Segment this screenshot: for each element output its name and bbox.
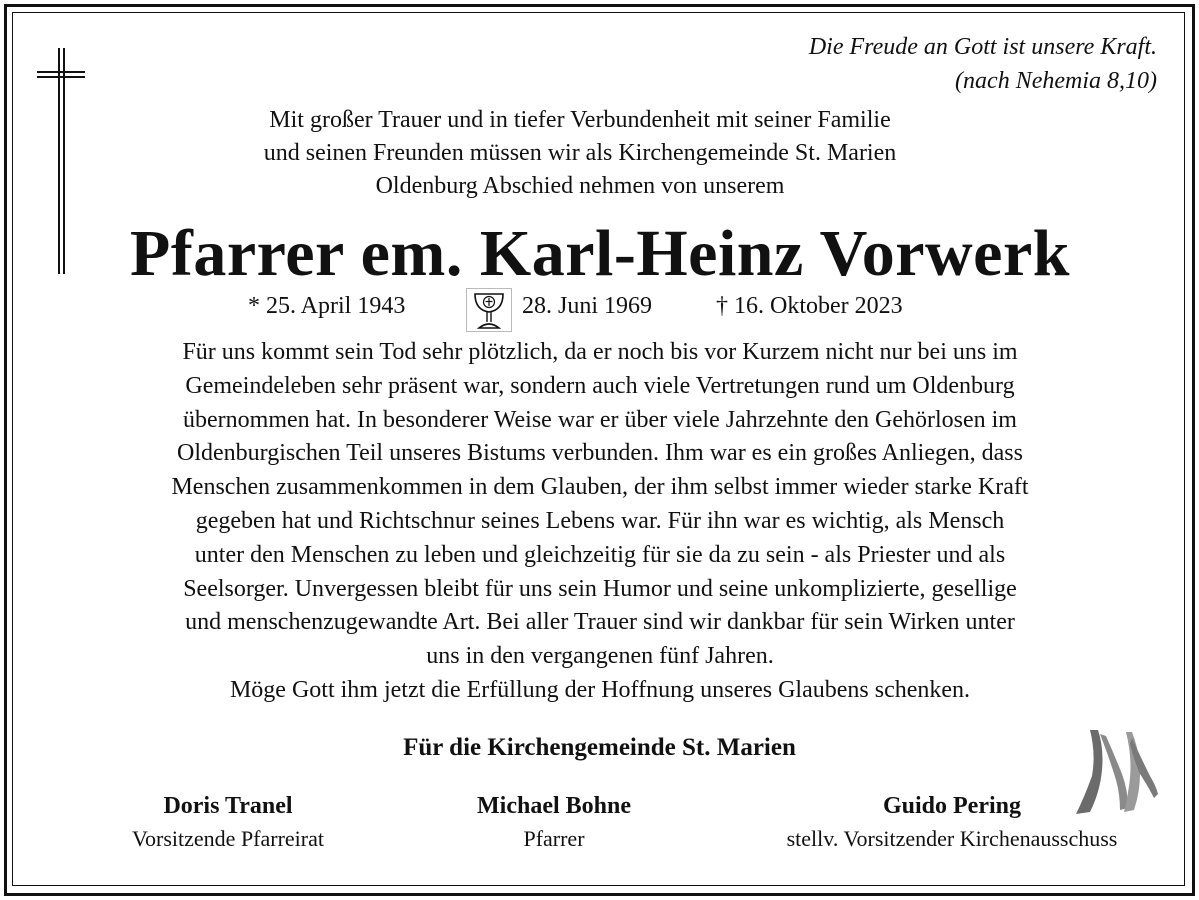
- body-line: Menschen zusammenkommen in dem Glauben, der ihm selbst immer wieder starke Kraft: [171, 474, 1029, 501]
- signature-role: Pfarrer: [523, 826, 585, 851]
- closing-line: Für die Kirchengemeinde St. Marien: [403, 734, 796, 761]
- body-line: und menschenzugewandte Art. Bei aller Trauer sind wir dankbar für sein Wirken unter: [185, 609, 1015, 636]
- signature-name: Guido Pering: [882, 793, 1021, 819]
- deceased-name: Pfarrer em. Karl-Heinz Vorwerk: [130, 217, 1070, 290]
- signature-block: [88, 788, 368, 854]
- motto-line-1: Die Freude an Gott ist unsere Kraft.: [808, 34, 1157, 60]
- signature-block: [414, 788, 694, 854]
- body-line: Seelsorger. Unvergessen bleibt für uns sein Humor und seine unkomplizierte, gesellige: [183, 575, 1017, 602]
- body-line: Für uns kommt sein Tod sehr plötzlich, da er noch bis vor Kurzem nicht nur bei uns im: [182, 339, 1018, 365]
- intro-line-3: Oldenburg Abschied nehmen von unserem: [375, 173, 785, 199]
- signature-name: Michael Bohne: [477, 793, 631, 819]
- ordination-date: 28. Juni 1969: [522, 293, 653, 319]
- body-line: unter den Menschen zu leben und gleichzeitig für sie da zu sein - als Priester und als: [194, 541, 1006, 568]
- body-line: Oldenburgischen Teil unseres Bistums verbunden. Ihm war es ein großes Anliegen, dass: [177, 440, 1023, 467]
- body-text: [30, 336, 1170, 708]
- signature-role: stellv. Vorsitzender Kirchenausschuss: [786, 826, 1118, 851]
- signature-role: Vorsitzende Pfarreirat: [131, 826, 325, 851]
- body-line: uns in den vergangenen fünf Jahren.: [426, 643, 774, 670]
- body-line: gegeben hat und Richtschnur seines Lebens war. Für ihn war es wichtig, als Mensch: [195, 507, 1005, 534]
- body-line: Möge Gott ihm jetzt die Erfüllung der Hoffnung unseres Glaubens schenken.: [229, 676, 971, 703]
- chalice-icon: [466, 288, 512, 332]
- intro-line-1: Mit großer Trauer und in tiefer Verbundenheit mit seiner Familie: [269, 107, 891, 133]
- intro-line-2: und seinen Freunden müssen wir als Kirchengemeinde St. Marien: [263, 140, 897, 166]
- death-date: † 16. Oktober 2023: [716, 293, 903, 319]
- body-line: übernommen hat. In besonderer Weise war er über viele Jahrzehnte den Gehörlosen im: [183, 406, 1017, 433]
- birth-date: * 25. April 1943: [248, 293, 406, 319]
- motto-reference: (nach Nehemia 8,10): [955, 68, 1157, 94]
- body-line: Gemeindeleben sehr präsent war, sondern auch viele Vertretungen rund um Oldenburg: [185, 372, 1015, 399]
- parish-logo-icon: [1070, 724, 1162, 820]
- signature-name: Doris Tranel: [163, 793, 293, 819]
- intro-text: [130, 104, 1030, 203]
